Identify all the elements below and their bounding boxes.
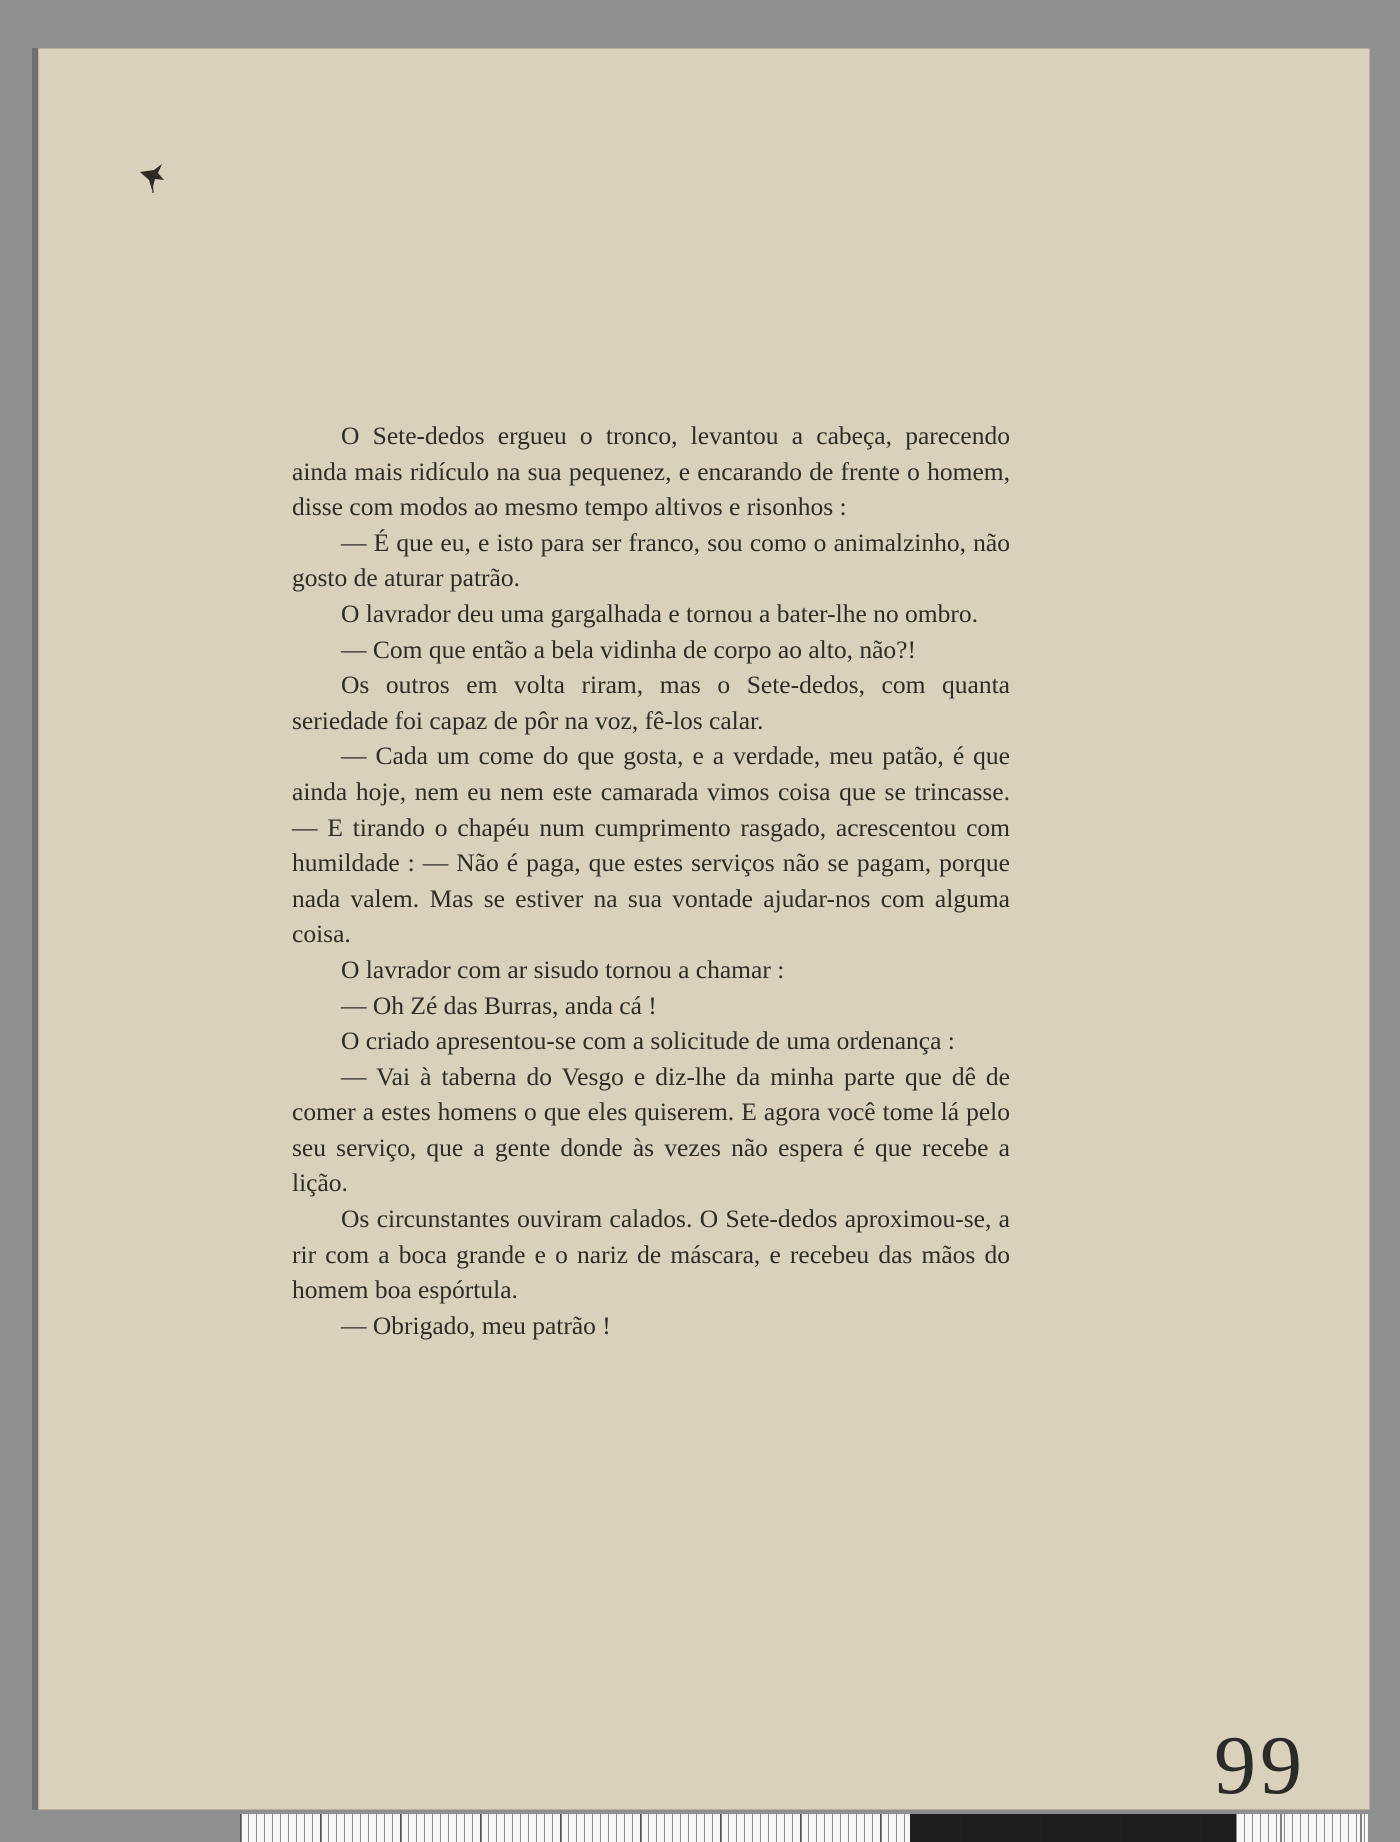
paragraph: O lavrador deu uma gargalhada e tornou a bater-lhe no ombro. xyxy=(341,598,978,628)
paragraph: O criado apresentou-se com a solicitude de uma ordenança : xyxy=(341,1026,955,1056)
paragraph: Os circunstantes ouviram calados. O Sete-dedos aproximou-se, a rir com a boca grande e o nariz de máscara, e recebeu das mãos do homem boa espórtula. xyxy=(292,1204,1010,1305)
paragraph: — Com que então a bela vidinha de corpo ao alto, não?! xyxy=(341,634,916,664)
paragraph: Os outros em volta riram, mas o Sete-dedos, com quanta seriedade foi capaz de pôr na voz, fê-los calar. xyxy=(292,670,1010,735)
book-page xyxy=(38,48,1370,1810)
paragraph: — Oh Zé das Burras, anda cá ! xyxy=(341,990,657,1020)
measuring-ruler-icon xyxy=(240,1814,1368,1842)
paragraph: — É que eu, e isto para ser franco, sou como o animalzinho, não gosto de aturar patrão. xyxy=(292,527,1010,593)
handwritten-page-number: 99 xyxy=(1214,1719,1306,1812)
paragraph: O lavrador com ar sisudo tornou a chamar : xyxy=(341,954,785,984)
paragraph: O Sete-dedos ergueu o tronco, levantou a cabeça, parecendo ainda mais ridículo na sua pequenez, e encarando de frente o homem, disse com modos ao mesmo tempo altivos e risonhos : xyxy=(292,421,1010,522)
paragraph: — Obrigado, meu patrão ! xyxy=(341,1310,611,1340)
insect-stain-icon xyxy=(134,160,168,194)
ruler-major-ticks xyxy=(240,1814,1368,1842)
paragraph: — Vai à taberna do Vesgo e diz-lhe da minha parte que dê de comer a estes homens o que eles quiserem. E agora você tome lá pelo seu serviço, que a gente donde às vezes não espera é que recebe a lição. xyxy=(292,1061,1010,1198)
paragraph: — Cada um come do que gosta, e a verdade, meu patão, é que ainda hoje, nem eu nem este camarada vimos coisa que se trincasse. — E tirando o chapéu num cumprimento rasgado, acrescentou com humildade : — Não é paga, que estes serviços não se pagam, porque nada valem. Mas se estiver na sua vontade ajudar-nos com alguma coisa. xyxy=(292,741,1010,949)
page-body-text xyxy=(292,418,1010,1343)
